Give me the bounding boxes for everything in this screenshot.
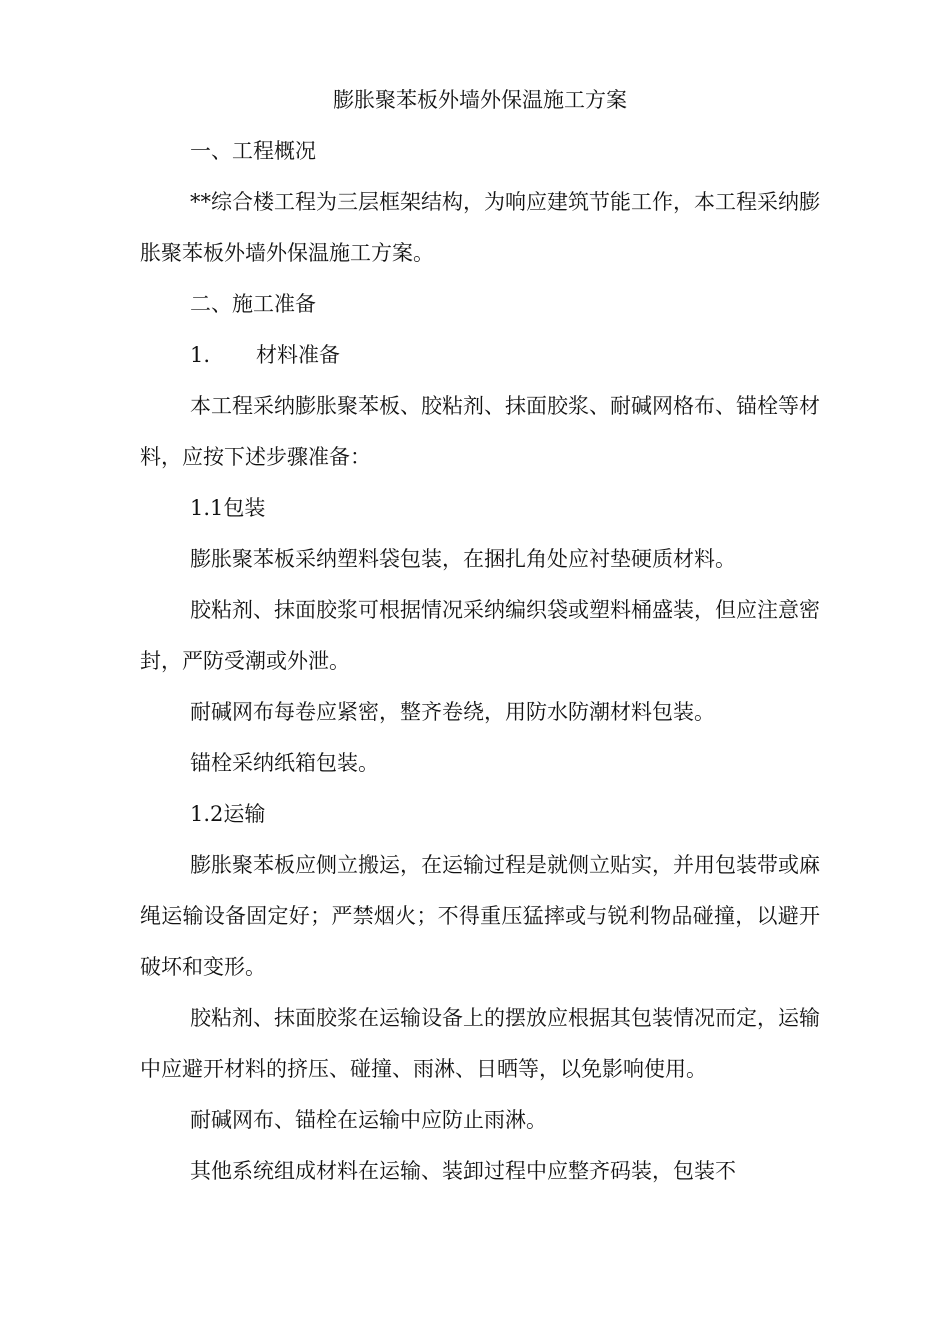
subsection-heading-packaging: 1.1包装 xyxy=(190,496,266,520)
paragraph-packaging-2: 胶粘剂、抹面胶浆可根据情况采纳编织袋或塑料桶盛装，但应注意密封，严防受潮或外泄。 xyxy=(140,598,820,673)
paragraph-packaging-3: 耐碱网布每卷应紧密，整齐卷绕，用防水防潮材料包装。 xyxy=(190,700,715,724)
paragraph-transport-2: 胶粘剂、抹面胶浆在运输设备上的摆放应根据其包装情况而定，运输中应避开材料的挤压、碰撞、雨淋、日晒等，以免影响使用。 xyxy=(140,1006,820,1081)
paragraph-transport-1: 膨胀聚苯板应侧立搬运，在运输过程是就侧立贴实，并用包装带或麻绳运输设备固定好；严禁烟火；不得重压猛摔或与锐利物品碰撞，以避开破坏和变形。 xyxy=(140,853,820,979)
paragraph-transport-4: 其他系统组成材料在运输、装卸过程中应整齐码装，包装不 xyxy=(190,1159,736,1183)
paragraph-packaging-1: 膨胀聚苯板采纳塑料袋包装，在捆扎角处应衬垫硬质材料。 xyxy=(190,547,736,571)
subsection-heading-materials xyxy=(140,330,820,381)
paragraph-overview: **综合楼工程为三层框架结构，为响应建筑节能工作，本工程采纳膨胀聚苯板外墙外保温施工方案。 xyxy=(140,190,820,265)
subsection-heading-transport: 1.2运输 xyxy=(190,802,266,826)
subsection-number: 1. xyxy=(190,343,211,367)
section-heading-overview: 一、工程概况 xyxy=(190,139,316,163)
document-title: 膨胀聚苯板外墙外保温施工方案 xyxy=(333,88,627,112)
paragraph-transport-3: 耐碱网布、锚栓在运输中应防止雨淋。 xyxy=(190,1108,547,1132)
subsection-label: 材料准备 xyxy=(256,343,340,367)
section-heading-preparation: 二、施工准备 xyxy=(190,292,316,316)
paragraph-materials: 本工程采纳膨胀聚苯板、胶粘剂、抹面胶浆、耐碱网格布、锚栓等材料，应按下述步骤准备： xyxy=(140,394,820,469)
paragraph-packaging-4: 锚栓采纳纸箱包装。 xyxy=(190,751,379,775)
document-body xyxy=(140,74,820,1197)
